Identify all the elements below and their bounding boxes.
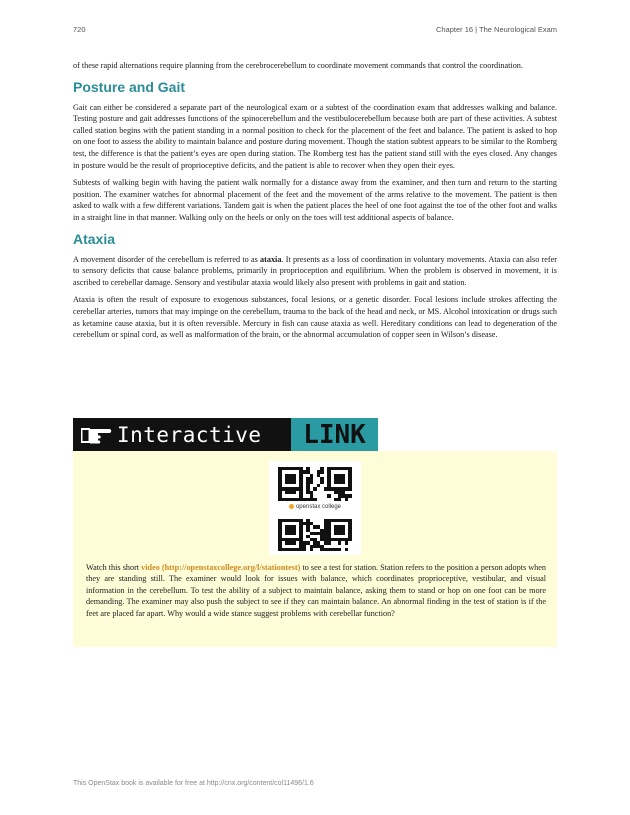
ataxia-paragraph-1 <box>73 254 557 289</box>
qr-brand-text: openstax college <box>295 504 342 511</box>
qr-code-top <box>278 467 352 501</box>
interactive-link-banner <box>73 418 378 451</box>
openstax-logo-icon <box>289 504 294 509</box>
video-link[interactable]: video (http://openstaxcollege.org/l/stationtest) <box>141 563 301 572</box>
banner-link-word: LINK <box>303 419 366 450</box>
page-footer: This OpenStax book is available for free at http://cnx.org/content/col11496/1.6 <box>73 780 314 787</box>
main-content <box>73 60 557 347</box>
ataxia-text-before: A movement disorder of the cerebellum is referred to as <box>73 254 261 264</box>
banner-link-panel <box>291 418 378 451</box>
qr-code-image[interactable] <box>269 461 361 555</box>
section-heading-ataxia: Ataxia <box>73 230 116 247</box>
posture-paragraph-1: Gait can either be considered a separate part of the neurological exam or a subtest of the coordination exam that addresses walking and balance. Testing posture and gait addresses functions of the spinocerebellum and the vestibulocerebellum because both are part of these activities. A subtest called station begins with the patient standing in a normal position to check for the placement of the feet and balance. The patient is asked to hop on one foot to assess the ability to maintain balance and posture during movement. Though the station subtest appears to be similar to the Romberg test, the difference is that the patient’s eyes are open during station. The Romberg test has the patient stand still with the eyes closed. Any changes in posture would be the result of proprioceptive deficits, and the patient is able to recover when they open their eyes. <box>73 102 557 170</box>
qr-code-bottom <box>278 519 352 551</box>
ataxia-term: ataxia <box>260 254 282 264</box>
chapter-title: Chapter 16 | The Neurological Exam <box>435 25 557 34</box>
ataxia-text-after: . It presents as a loss of coordination in voluntary movements. Ataxia can also refer to sensory deficits that cause balance problems, primarily in proprioception and equilibrium. When the problem is observed in movement, it is ascribed to cerebellar damage. Sensory and vestibular ataxia would likely also present with problems in gait and station. <box>73 254 558 287</box>
posture-paragraph-2: Subtests of walking begin with having the patient walk normally for a distance away from the examiner, and then turn and return to the starting position. The examiner watches for abnormal placement of the feet and the movement of the arms relative to the movement. The patient is then asked to walk with a few different variations. Tandem gait is when the patient places the heel of one foot against the toe of the other foot and walks in a straight line in that manner. Walking only on the heels or only on the toes will test additional aspects of balance. <box>73 178 557 222</box>
interactive-link-box <box>73 451 557 647</box>
qr-brand-logo <box>278 504 352 510</box>
page-number: 720 <box>73 25 86 34</box>
section-heading-posture-gait: Posture and Gait <box>73 78 186 95</box>
ataxia-paragraph-2: Ataxia is often the result of exposure to exogenous substances, focal lesions, or a genetic disorder. Focal lesions include strokes affecting the cerebellar arteries, tumors that may impinge on the cerebellum, trauma to the back of the head and neck, or MS. Alcohol intoxication or drugs such as ketamine cause ataxia, but it is often reversible. Mercury in fish can cause ataxia as well. Hereditary conditions can lead to degeneration of the cerebellum or spinal cord, as well as malformation of the brain, or the abnormal accumulation of copper seen in Wilson’s disease. <box>73 295 557 340</box>
interactive-link-text <box>86 562 546 619</box>
banner-dark-panel <box>73 418 291 451</box>
intro-paragraph: of these rapid alternations require planning from the cerebrocerebellum to coordinate movement commands that control the coordination. <box>73 61 523 70</box>
pointing-hand-icon <box>79 422 113 448</box>
interactive-link-paragraph <box>86 562 546 619</box>
link-text-after: to see a test for station. Station refers to the position a person adopts when they are standing still. The examiner would look for issues with balance, which coordinates proprioceptive, vestibular, and visual information in the cerebellum. To test the ability of a subject to maintain balance, asking them to stand or hop on one foot can be more demanding. The examiner may also push the subject to see if they can maintain balance. An abnormal finding in the test of station is if the feet are placed far apart. Why would a wide stance suggest problems with cerebellar function? <box>86 563 546 618</box>
link-text-before: Watch this short <box>86 563 142 572</box>
banner-interactive-word: Interactive <box>117 422 262 447</box>
